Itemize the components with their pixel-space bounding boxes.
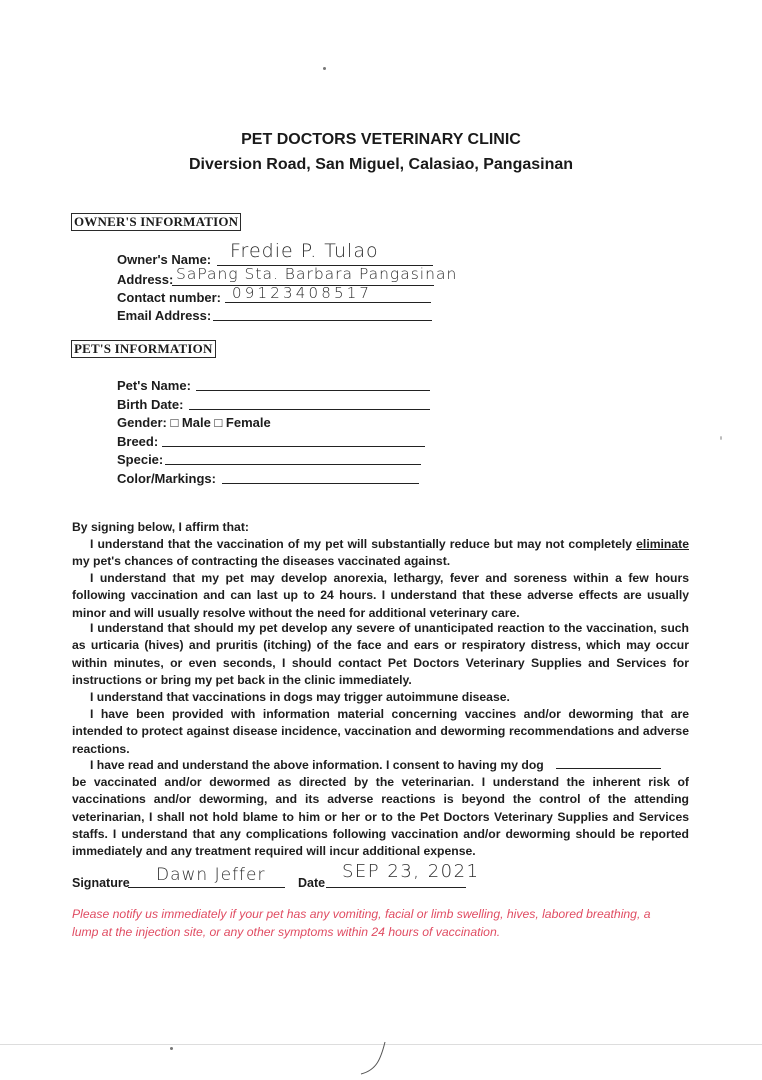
clinic-name: PET DOCTORS VETERINARY CLINIC	[241, 131, 521, 148]
consent-paragraph-1	[72, 536, 689, 571]
consent-paragraph-5: I have been provided with information material concerning vaccines and/or deworming that are intended to protect against disease incidence, vaccination and deworming recommendations and adverse reactions.	[72, 707, 689, 756]
breed-label: Breed:	[117, 434, 159, 449]
date-value[interactable]: SEP 23, 2021	[342, 861, 480, 882]
consent-p1-eliminate: eliminate	[636, 537, 689, 551]
clinic-address: Diversion Road, San Miguel, Calasiao, Pangasinan	[188, 156, 574, 173]
consent-p1-text: I understand that the vaccination of my pet will substantially reduce but may not completely	[90, 537, 633, 551]
breed-line	[162, 446, 425, 447]
consent-paragraph-6: be vaccinated and/or dewormed as directed by the veterinarian. I understand the inherent risk of vaccinations and/or deworming, and its adverse reactions is beyond the control of the attending veterinarian, I shall not hold blame to him or her or to the Pet Doctors Veterinary Supplies and Services staffs. I understand that any complications following vaccination and/or deworming should be reported immediately and any treatment required will incur additional expense.	[72, 775, 689, 859]
contact-number-label: Contact number:	[117, 290, 221, 305]
consent-p6-first-line	[90, 757, 544, 774]
owner-address-value[interactable]: SaPang Sta. Barbara Pangasinan	[176, 265, 458, 283]
specie-line	[165, 464, 421, 465]
scan-speck	[170, 1047, 173, 1050]
gender-label: Gender: □ Male □ Female	[117, 415, 271, 430]
pet-name-label: Pet's Name:	[117, 378, 191, 393]
date-label: Date	[298, 876, 326, 890]
color-markings-line	[222, 483, 419, 484]
owner-name-label: Owner's Name:	[117, 252, 212, 267]
date-line	[326, 887, 466, 888]
consent-p1-end: my pet's chances of contracting the diseases vaccinated against.	[72, 554, 451, 569]
signature-label: Signature	[72, 876, 130, 890]
vaccination-notice: Please notify us immediately if your pet has any vomiting, facial or limb swelling, hives, labored breathing, a lump at the injection site, or any other symptoms within 24 hours of vaccination.	[72, 907, 651, 939]
scan-curve-mark	[355, 1038, 395, 1078]
birth-date-line	[189, 409, 430, 410]
dog-name-line	[556, 768, 661, 769]
scan-speck	[720, 436, 722, 440]
birth-date-label: Birth Date:	[117, 397, 184, 412]
consent-intro: By signing below, I affirm that:	[72, 520, 249, 534]
contact-number-value[interactable]: 09123408517	[232, 284, 373, 302]
owner-address-label: Address:	[117, 272, 174, 287]
signature-value[interactable]: Dawn Jeffer	[156, 865, 266, 885]
color-markings-label: Color/Markings:	[117, 471, 216, 486]
scan-speck	[323, 67, 326, 70]
pet-name-line	[196, 390, 430, 391]
specie-label: Specie:	[117, 452, 164, 467]
pet-section-title: PET'S INFORMATION	[71, 340, 216, 358]
signature-line	[128, 887, 285, 888]
contact-number-line	[225, 302, 431, 303]
consent-p6-text: I have read and understand the above information. I consent to having my dog	[90, 758, 544, 772]
consent-paragraph-3: I understand that should my pet develop any severe of unanticipated reaction to the vaccination, such as urticaria (hives) and pruritis (itching) of the face and ears or respiratory distress, which may occur within minutes, or even seconds, I should contact Pet Doctors Veterinary Supplies and Services for instructions or bring my pet back in the clinic immediately.	[72, 621, 689, 687]
email-address-line	[213, 320, 432, 321]
owner-section-title: OWNER'S INFORMATION	[71, 213, 241, 231]
email-address-label: Email Address:	[117, 308, 212, 323]
consent-paragraph-4: I understand that vaccinations in dogs may trigger autoimmune disease.	[90, 690, 510, 704]
consent-paragraph-2: I understand that my pet may develop anorexia, lethargy, fever and soreness within a few hours following vaccination and can last up to 24 hours. I understand that these adverse effects are usually minor and will usually resolve without the need for additional veterinary care.	[72, 571, 689, 620]
owner-name-value[interactable]: Fredie P. Tulao	[230, 240, 379, 262]
